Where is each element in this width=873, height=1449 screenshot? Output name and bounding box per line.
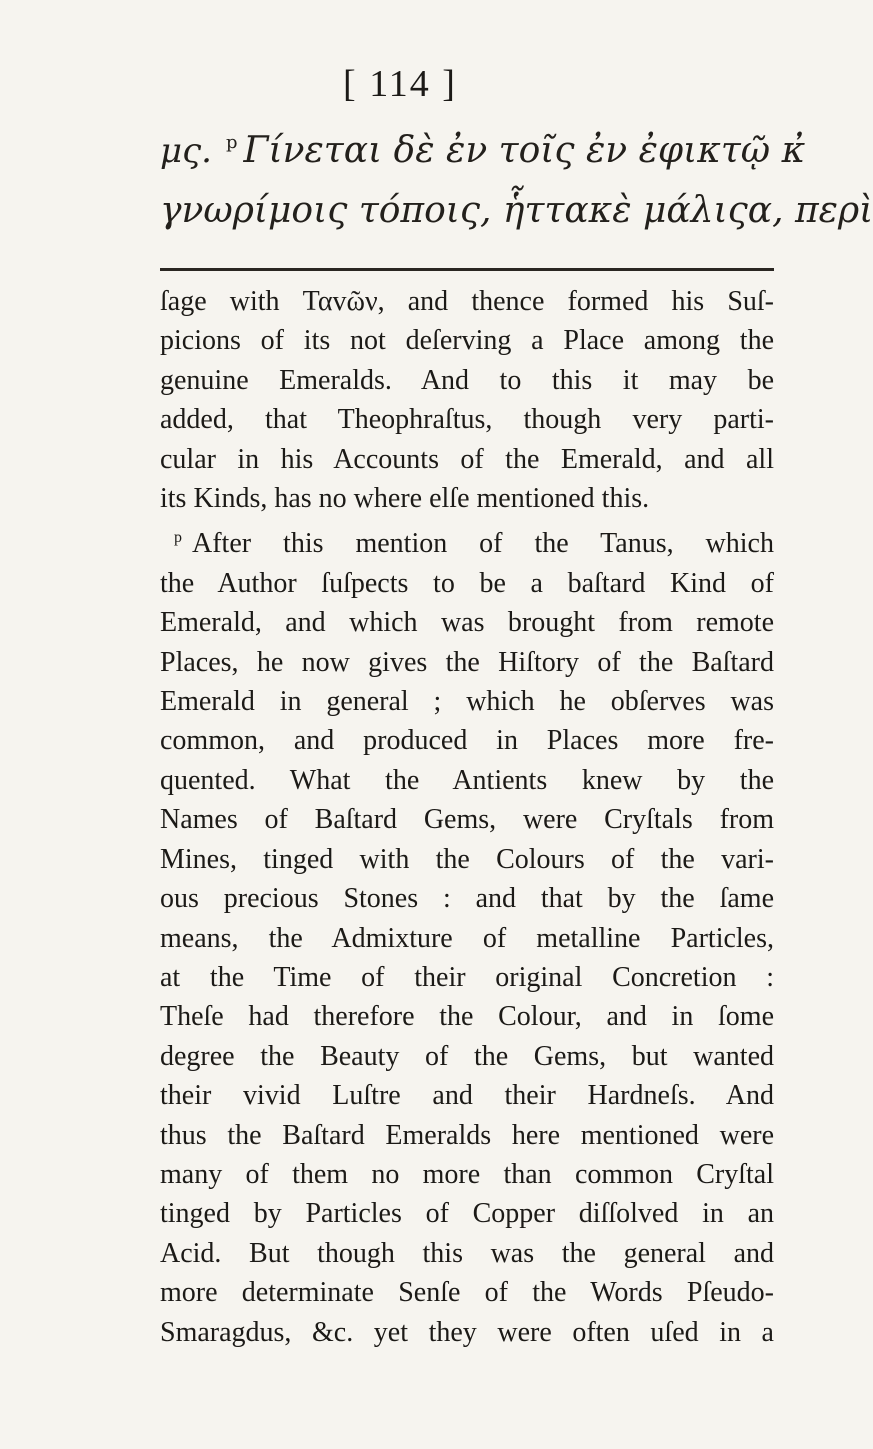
commentary-line: many of them no more than common Cryſtal [160, 1158, 774, 1190]
commentary-line: added, that Theophraſtus, though very parti- [160, 404, 774, 436]
greek-line-lead: μς. [160, 131, 212, 171]
commentary-line: more determinate Senſe of the Words Pſeudo- [160, 1277, 774, 1309]
commentary-line: cular in his Accounts of the Emerald, and all [160, 443, 774, 475]
commentary-line: degree the Beauty of the Gems, but wanted [160, 1040, 774, 1072]
commentary-line: quented. What the Antients knew by the [160, 764, 774, 796]
footnote-marker: p [174, 529, 182, 547]
commentary-line: its Kinds, has no where elſe mentioned this. [160, 483, 650, 515]
commentary-line: means, the Admixture of metalline Particles, [160, 922, 774, 954]
separator-rule [160, 268, 774, 271]
greek-line-text: Γίνεται δὲ ἐν τοῖς ἐν ἐφικτῷ κ̓ [243, 130, 806, 171]
commentary-line: Emerald in general ; which he obſerves was [160, 686, 774, 718]
commentary-line: common, and produced in Places more fre- [160, 725, 774, 757]
commentary-text [160, 282, 774, 1352]
commentary-line: Theſe had therefore the Colour, and in ſome [160, 1001, 774, 1033]
commentary-line: Mines, tinged with the Colours of the vari- [160, 843, 774, 875]
commentary-line: picions of its not deſerving a Place among the [160, 325, 774, 357]
footnote-marker: p [225, 132, 238, 153]
greek-text-line-1 [160, 130, 806, 171]
commentary-line: thus the Baſtard Emeralds here mentioned were [160, 1119, 774, 1151]
commentary-line: their vivid Luſtre and their Hardneſs. And [160, 1080, 774, 1112]
commentary-line: Places, he now gives the Hiſtory of the Baſtard [160, 646, 774, 678]
commentary-line: Names of Baſtard Gems, were Cryſtals from [160, 804, 774, 836]
page-number: [ 114 ] [343, 63, 457, 105]
commentary-line: genuine Emeralds. And to this it may be [160, 364, 774, 396]
greek-text-line-2: γνωρίμοις τόποις, ἧττακὲ μάλιςα, περὶ [160, 190, 873, 231]
commentary-line: ſage with Ταvῶν, and thence formed his Suſ- [160, 286, 774, 317]
commentary-line: Emerald, and which was brought from remote [160, 607, 774, 639]
commentary-line-text: After this mention of the Tanus, which [192, 528, 774, 560]
commentary-line: at the Time of their original Concretion : [160, 961, 774, 993]
commentary-line: the Author ſuſpects to be a baſtard Kind of [160, 567, 774, 599]
commentary-line: Acid. But though this was the general and [160, 1237, 774, 1269]
commentary-line: Smaragdus, &c. yet they were often uſed in a [160, 1316, 774, 1348]
commentary-line: tinged by Particles of Copper diſſolved in an [160, 1198, 774, 1230]
commentary-line-with-note [160, 518, 774, 563]
commentary-line: ous precious Stones : and that by the ſame [160, 883, 774, 915]
